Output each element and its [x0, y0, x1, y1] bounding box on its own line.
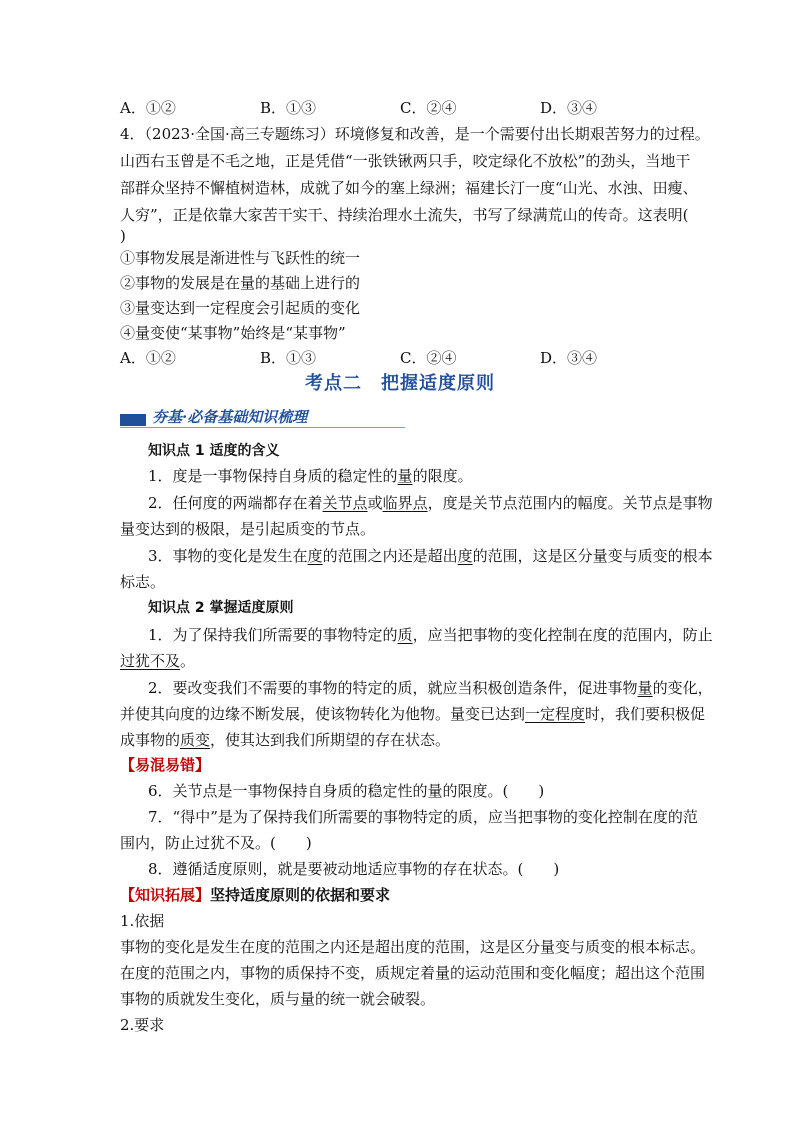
q4-choice-4: ④量变使“某事物”始终是“某事物” [120, 324, 346, 342]
text: 并使其向度的边缘不断发展，使该物转化为他物。量变已达到 [120, 705, 526, 723]
option-d: D．③④ [540, 349, 598, 367]
q4-choice-2: ②事物的发展是在量的基础上进行的 [120, 274, 361, 292]
expand-basis-line-3: 事物的质就发生变化，质与量的统一就会破裂。 [120, 990, 436, 1008]
expand-basis-label: 1.依据 [120, 912, 165, 930]
kp1-p2-line2: 量变达到的极限，是引起质变的节点。 [120, 520, 376, 538]
text: 的范围之内还是超出 [322, 547, 458, 565]
confuse-title: 【易混易错】 [120, 756, 211, 774]
confuse-item-7-line1: 7．“得中”是为了保持我们所需要的事物特定的质，应当把事物的变化控制在度的范 [148, 808, 698, 826]
option-c: C．②④ [400, 349, 457, 367]
q4-line-4: 人穷”，正是依靠大家苦干实干、持续治理水土流失，书写了绿满荒山的传奇。这表明( [120, 206, 689, 224]
blank-answer: 量 [397, 467, 413, 485]
text: ，度是关节点范围内的幅度。关节点是事物 [427, 494, 713, 512]
text: 的范围，这是区分量变与质变的根本 [472, 547, 713, 565]
kp2-title: 知识点 2 掌握适度原则 [148, 600, 294, 616]
option-a: A．①② [120, 349, 176, 367]
text: ，应当把事物的变化控制在度的范围内，防止 [412, 626, 713, 644]
option-b: B．①③ [260, 349, 317, 367]
text: 。 [180, 652, 196, 670]
text: 或 [367, 494, 383, 512]
option-b: B．①③ [260, 99, 317, 117]
kp2-p1-line2 [120, 650, 195, 672]
blank-answer: 质 [397, 626, 413, 644]
q4-options-row [120, 347, 640, 369]
expand-tag: 【知识拓展】 [120, 886, 211, 904]
blank-answer: 度 [307, 547, 323, 565]
text: 成事物的 [120, 731, 181, 749]
text: 的限度。 [412, 467, 473, 485]
section-banner [120, 406, 405, 428]
q4-line-1: 4．（2023·全国·高三专题练习）环境修复和改善，是一个需要付出长期艰苦努力的过程。 [120, 125, 710, 143]
confuse-item-7-line2: 围内，防止过犹不及。( ) [120, 834, 312, 852]
option-c: C．②④ [400, 99, 457, 117]
q4-choice-1: ①事物发展是渐进性与飞跃性的统一 [120, 249, 361, 267]
kp2-p1-line1 [148, 624, 713, 646]
blank-answer: 度 [457, 547, 473, 565]
blank-answer: 一定程度 [525, 705, 586, 723]
kp1-p3-line2: 标志。 [120, 573, 166, 591]
text: 1．度是一事物保持自身质的稳定性的 [148, 467, 398, 485]
blank-answer: 关节点 [322, 494, 368, 512]
banner-bar-icon [120, 414, 146, 426]
text: 1．为了保持我们所需要的事物特定的 [148, 626, 398, 644]
blank-answer: 过犹不及 [120, 652, 181, 670]
text: ，使其达到我们所期望的存在状态。 [210, 731, 451, 749]
option-a: A．①② [120, 99, 176, 117]
text: 的变化， [652, 679, 713, 697]
text: 2．要改变我们不需要的事物的特定的质，就应当积极创造条件，促进事物 [148, 679, 638, 697]
kp2-p2-line1 [148, 677, 713, 699]
expand-heading [120, 884, 390, 906]
blank-answer: 临界点 [382, 494, 428, 512]
option-d: D．③④ [540, 99, 598, 117]
q4-choice-3: ③量变达到一定程度会引起质的变化 [120, 299, 361, 317]
banner-text: 夯基·必备基础知识梳理 [152, 408, 308, 426]
blank-answer: 质变 [180, 731, 211, 749]
text: 3．事物的变化是发生在 [148, 547, 308, 565]
expand-basis-line-2: 在度的范围之内，事物的质保持不变，质规定着量的运动范围和变化幅度；超出这个范围 [120, 964, 706, 982]
kp1-p3-line1 [148, 545, 713, 567]
confuse-item-8: 8．遵循适度原则，就是要被动地适应事物的存在状态。( ) [148, 860, 560, 878]
kp2-p2-line2 [120, 703, 705, 725]
section-heading: 考点二 把握适度原则 [305, 373, 495, 394]
kp1-p2-line1 [148, 492, 713, 514]
text: 2．任何度的两端都存在着 [148, 494, 323, 512]
q4-line-2: 山西右玉曾是不毛之地，正是凭借“一张铁锹两只手，咬定绿化不放松”的劲头，当地干 [120, 152, 691, 170]
expand-title: 坚持适度原则的依据和要求 [210, 886, 391, 904]
options-row-prev [120, 97, 640, 119]
banner-rule [120, 427, 405, 428]
expand-basis-line-1: 事物的变化是发生在度的范围之内还是超出度的范围，这是区分量变与质变的根本标志。 [120, 938, 706, 956]
text: 时，我们要积极促 [585, 705, 706, 723]
q4-line-5: ) [120, 227, 126, 245]
expand-req-label: 2.要求 [120, 1016, 165, 1034]
kp1-title: 知识点 1 适度的含义 [148, 443, 280, 459]
q4-line-3: 部群众坚持不懈植树造林，成就了如今的塞上绿洲；福建长汀一度“山光、水浊、田瘦、 [120, 179, 698, 197]
confuse-item-6: 6．关节点是一事物保持自身质的稳定性的量的限度。( ) [148, 782, 545, 800]
blank-answer: 量 [637, 679, 653, 697]
kp1-p1 [148, 465, 473, 487]
kp2-p2-line3 [120, 729, 450, 751]
